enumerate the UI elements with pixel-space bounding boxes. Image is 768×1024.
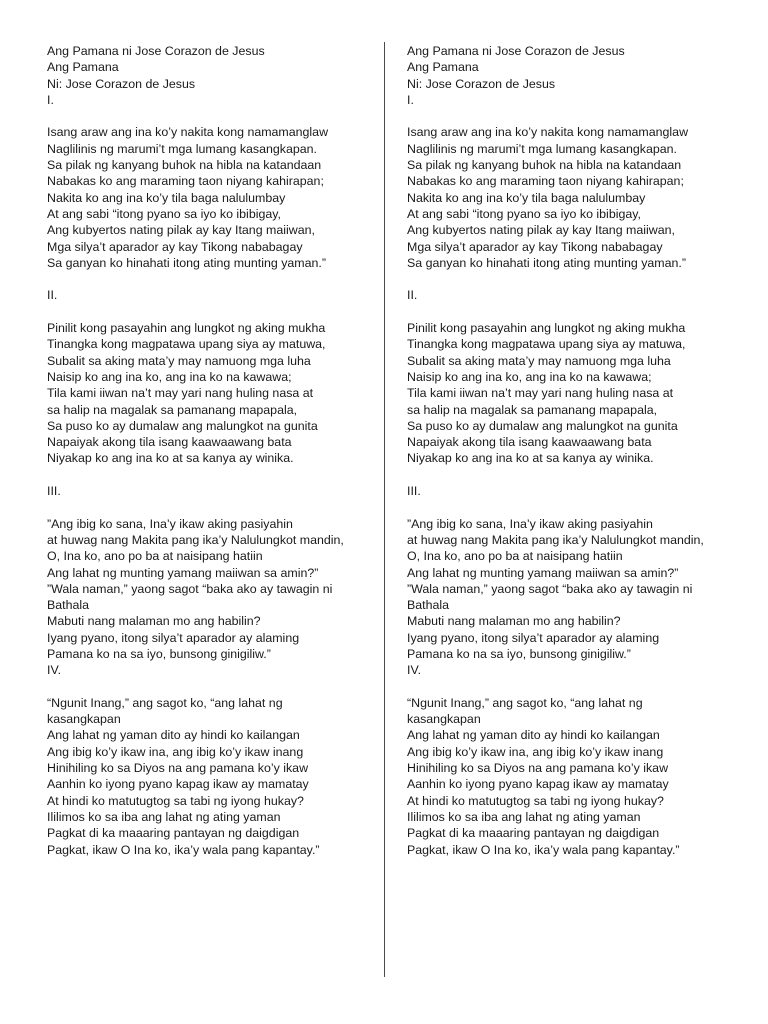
poem-line: sa halip na magalak sa pamanang mapapala, [407, 402, 658, 417]
poem-line: Napaiyak akong tila isang kaawaawang bata [47, 435, 292, 450]
blank-line [47, 679, 369, 695]
poem-line: I. [407, 92, 414, 107]
poem-line: Hinihiling ko sa Diyos na ang pamana ko’y ikaw [407, 761, 669, 776]
poem-line: Ang Pamana ni Jose Corazon de Jesus [47, 44, 265, 58]
poem-line: Ang Pamana [407, 60, 479, 75]
poem-line: Pagkat di ka maaaring pantayan ng daigdigan [47, 826, 300, 841]
poem-line: Sa pilak ng kanyang buhok na hibla na katandaan [47, 158, 322, 173]
poem-line: “Ngunit Inang,” ang sagot ko, “ang lahat ng [407, 695, 643, 710]
poem-line: Tinangka kong magpatawa upang siya ay matuwa, [407, 337, 686, 352]
poem-line: Pinilit kong pasayahin ang lungkot ng aking mukha [407, 321, 686, 336]
poem-line: Pagkat, ikaw O Ina ko, ika’y wala pang kapantay.” [407, 842, 680, 857]
poem-line: sa halip na magalak sa pamanang mapapala, [47, 402, 298, 417]
poem-line: kasangkapan [47, 712, 121, 727]
poem-line: Ang ibig ko’y ikaw ina, ang ibig ko’y ikaw inang [47, 744, 304, 759]
poem-line: Napaiyak akong tila isang kaawaawang bata [407, 435, 652, 450]
blank-line [47, 304, 369, 320]
poem-line: Ang Pamana [47, 60, 119, 75]
poem-column-left [47, 43, 369, 858]
poem-line: ”Ang ibig ko sana, Ina’y ikaw aking pasiyahin [407, 516, 653, 531]
poem-line: Naisip ko ang ina ko, ang ina ko na kawawa; [407, 369, 652, 384]
poem-line: Naisip ko ang ina ko, ang ina ko na kawawa; [47, 369, 292, 384]
poem-line: Ni: Jose Corazon de Jesus [407, 76, 556, 91]
poem-line: Iyang pyano, itong silya’t aparador ay alaming [407, 630, 660, 645]
poem-line: Sa pilak ng kanyang buhok na hibla na katandaan [407, 158, 682, 173]
poem-line: Sa ganyan ko hinahati itong ating munting yaman.” [407, 255, 686, 270]
poem-line: IV. [47, 663, 62, 678]
poem-line: Nakita ko ang ina ko’y tila baga nalulumbay [47, 190, 286, 205]
poem-line: II. [407, 288, 418, 303]
poem-line: Nabakas ko ang maraming taon niyang kahirapan; [407, 174, 684, 189]
column-divider [384, 42, 385, 977]
poem-line: Aanhin ko iyong pyano kapag ikaw ay mamatay [407, 777, 669, 792]
poem-line: Niyakap ko ang ina ko at sa kanya ay winika. [47, 451, 294, 466]
poem-line: Sa puso ko ay dumalaw ang malungkot na gunita [407, 418, 678, 433]
poem-line: Tinangka kong magpatawa upang siya ay matuwa, [47, 337, 326, 352]
poem-line: Mga silya’t aparador ay kay Tikong nababagay [47, 239, 303, 254]
poem-line: Ang ibig ko’y ikaw ina, ang ibig ko’y ikaw inang [407, 744, 664, 759]
poem-line: Niyakap ko ang ina ko at sa kanya ay winika. [407, 451, 654, 466]
poem-line: O, Ina ko, ano po ba at naisipang hatiin [47, 549, 263, 564]
poem-line: ”Wala naman,” yaong sagot “baka ako ay tawagin ni [407, 581, 693, 596]
poem-line: ”Ang ibig ko sana, Ina’y ikaw aking pasiyahin [47, 516, 293, 531]
poem-line: At hindi ko matutugtog sa tabi ng iyong hukay? [407, 793, 664, 808]
blank-line [47, 271, 369, 287]
poem-line: Nakita ko ang ina ko’y tila baga nalulumbay [407, 190, 646, 205]
poem-line: Tila kami iiwan na’t may yari nang huling nasa at [407, 386, 674, 401]
blank-line [47, 108, 369, 124]
poem-line: ”Wala naman,” yaong sagot “baka ako ay tawagin ni [47, 581, 333, 596]
poem-line: Isang araw ang ina ko’y nakita kong namamanglaw [407, 125, 689, 140]
poem-line: At hindi ko matutugtog sa tabi ng iyong hukay? [47, 793, 304, 808]
blank-line [47, 499, 369, 515]
blank-line [407, 499, 729, 515]
poem-line: Hinihiling ko sa Diyos na ang pamana ko’y ikaw [47, 761, 309, 776]
poem-line: Bathala [47, 598, 90, 613]
poem-line: Aanhin ko iyong pyano kapag ikaw ay mamatay [47, 777, 309, 792]
poem-line: Pamana ko na sa iyo, bunsong ginigiliw.” [47, 646, 271, 661]
poem-line: at huwag nang Makita pang ika’y Nalulungkot mandin, [47, 532, 344, 547]
poem-line: Ang kubyertos nating pilak ay kay Itang maiiwan, [407, 223, 675, 238]
poem-line: Ililimos ko sa iba ang lahat ng ating yaman [407, 809, 641, 824]
poem-line: Pinilit kong pasayahin ang lungkot ng aking mukha [47, 321, 326, 336]
poem-line: Mga silya’t aparador ay kay Tikong nababagay [407, 239, 663, 254]
blank-line [407, 679, 729, 695]
poem-line: Isang araw ang ina ko’y nakita kong namamanglaw [47, 125, 329, 140]
poem-line: II. [47, 288, 58, 303]
poem-line: Pagkat, ikaw O Ina ko, ika’y wala pang kapantay.” [47, 842, 320, 857]
poem-line: “Ngunit Inang,” ang sagot ko, “ang lahat ng [47, 695, 283, 710]
poem-line: IV. [407, 663, 422, 678]
blank-line [407, 304, 729, 320]
poem-line: Sa puso ko ay dumalaw ang malungkot na gunita [47, 418, 318, 433]
poem-line: Mabuti nang malaman mo ang habilin? [47, 614, 261, 629]
poem-line: At ang sabi “itong pyano sa iyo ko ibibigay, [407, 206, 641, 221]
poem-line: Ang lahat ng munting yamang maiiwan sa amin?” [407, 565, 679, 580]
poem-line: Ang kubyertos nating pilak ay kay Itang maiiwan, [47, 223, 315, 238]
blank-line [407, 467, 729, 483]
poem-line: Pagkat di ka maaaring pantayan ng daigdigan [407, 826, 660, 841]
poem-line: Subalit sa aking mata’y may namuong mga luha [47, 353, 311, 368]
poem-line: I. [47, 92, 54, 107]
poem-line: Ang lahat ng munting yamang maiiwan sa amin?” [47, 565, 319, 580]
poem-line: kasangkapan [407, 712, 481, 727]
blank-line [407, 271, 729, 287]
poem-line: Sa ganyan ko hinahati itong ating munting yaman.” [47, 255, 326, 270]
poem-line: Ang Pamana ni Jose Corazon de Jesus [407, 44, 625, 58]
blank-line [407, 108, 729, 124]
poem-line: III. [407, 484, 421, 499]
poem-line: O, Ina ko, ano po ba at naisipang hatiin [407, 549, 623, 564]
poem-line: Nabakas ko ang maraming taon niyang kahirapan; [47, 174, 324, 189]
poem-line: Tila kami iiwan na’t may yari nang huling nasa at [47, 386, 314, 401]
poem-line: Subalit sa aking mata’y may namuong mga luha [407, 353, 671, 368]
poem-column-right [407, 43, 729, 858]
poem-line: Iyang pyano, itong silya’t aparador ay alaming [47, 630, 300, 645]
poem-line: Naglilinis ng marumi’t mga lumang kasangkapan. [47, 141, 317, 156]
poem-line: Ililimos ko sa iba ang lahat ng ating yaman [47, 809, 281, 824]
poem-line: Ang lahat ng yaman dito ay hindi ko kailangan [407, 728, 660, 743]
blank-line [47, 467, 369, 483]
poem-line: Ang lahat ng yaman dito ay hindi ko kailangan [47, 728, 300, 743]
poem-line: Pamana ko na sa iyo, bunsong ginigiliw.” [407, 646, 631, 661]
poem-line: at huwag nang Makita pang ika’y Nalulungkot mandin, [407, 532, 704, 547]
poem-line: Naglilinis ng marumi’t mga lumang kasangkapan. [407, 141, 677, 156]
poem-line: Bathala [407, 598, 450, 613]
poem-line: Mabuti nang malaman mo ang habilin? [407, 614, 621, 629]
poem-line: Ni: Jose Corazon de Jesus [47, 76, 196, 91]
poem-line: III. [47, 484, 61, 499]
poem-line: At ang sabi “itong pyano sa iyo ko ibibigay, [47, 206, 281, 221]
